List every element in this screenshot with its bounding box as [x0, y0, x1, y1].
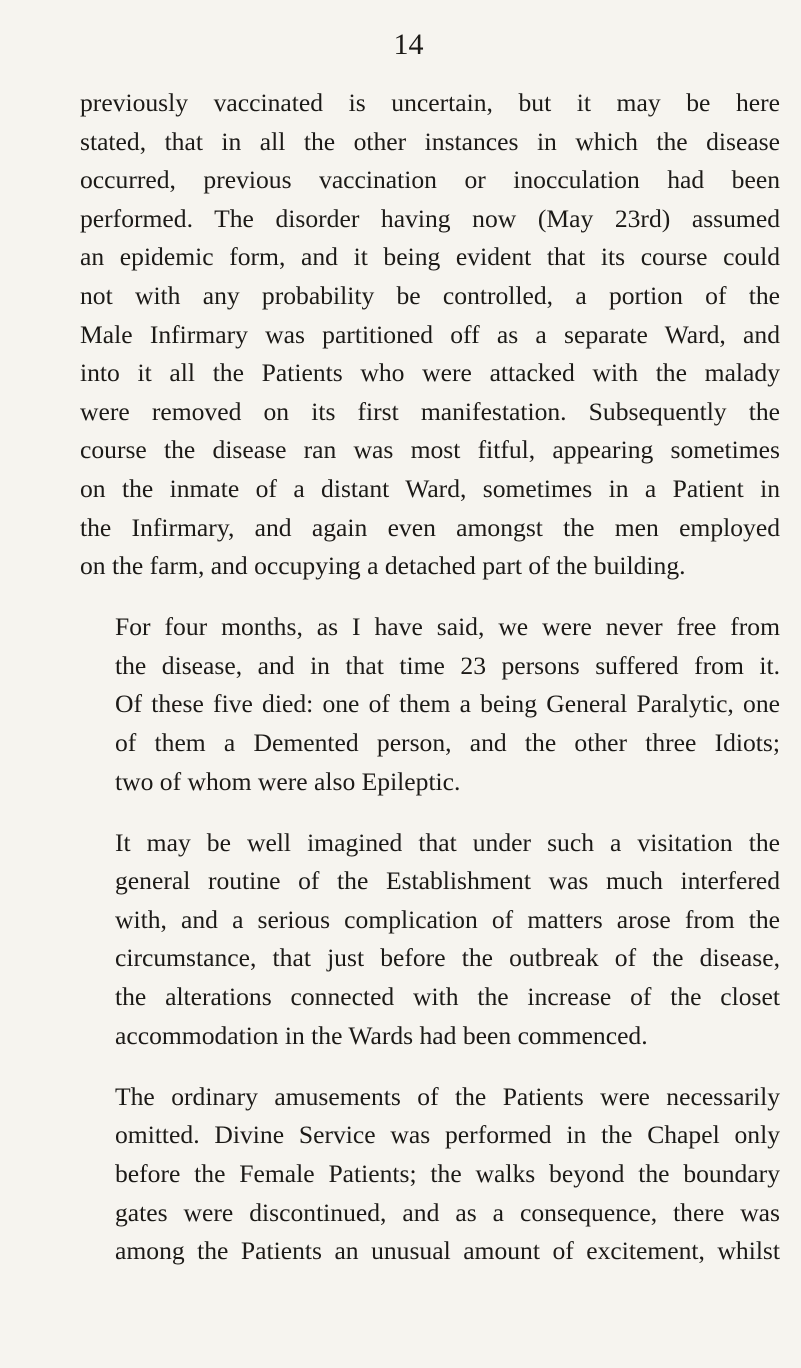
text-line: stated, that in all the other instances in which the disease [80, 126, 780, 156]
text-line: For four months, as I have said, we were never free from [115, 612, 780, 642]
paragraph-2 [80, 608, 780, 801]
text-line: on the inmate of a distant Ward, sometimes in a Patient in [80, 473, 780, 503]
text-line: an epidemic form, and it being evident that its course could [80, 242, 780, 272]
page-number: 14 [393, 28, 424, 61]
text-line: the alterations connected with the increase of the closet [115, 982, 780, 1012]
text-line: Male Infirmary was partitioned off as a separate Ward, and [80, 319, 780, 349]
text-line: Of these five died: one of them a being General Paralytic, one [115, 689, 780, 719]
text-line: the Infirmary, and again even amongst the men employed [80, 512, 780, 542]
text-line: before the Female Patients; the walks beyond the boundary [115, 1158, 780, 1188]
text-line: occurred, previous vaccination or inocculation had been [80, 165, 780, 195]
text-line: were removed on its first manifestation. Subsequently the [80, 396, 780, 426]
text-line: two of whom were also Epileptic. [115, 766, 461, 796]
text-line: accommodation in the Wards had been commenced. [115, 1020, 648, 1050]
text-line: omitted. Divine Service was performed in the Chapel only [115, 1120, 780, 1150]
paragraph-4 [80, 1078, 780, 1271]
body-text [80, 84, 780, 1271]
text-line: of them a Demented person, and the other three Idiots; [115, 728, 780, 757]
paragraph-3 [80, 824, 780, 1056]
text-line: previously vaccinated is uncertain, but it may be here [80, 88, 780, 117]
text-line: general routine of the Establishment was much interfered [115, 866, 780, 896]
text-line: on the farm, and occupying a detached part of the building. [80, 551, 686, 581]
paragraph-1 [80, 84, 780, 586]
text-line: performed. The disorder having now (May 23rd) assumed [80, 203, 780, 233]
text-line: not with any probability be controlled, a portion of the [80, 280, 780, 310]
text-line: with, and a serious complication of matters arose from the [115, 904, 780, 934]
text-line: The ordinary amusements of the Patients were necessarily [115, 1081, 780, 1111]
text-line: among the Patients an unusual amount of excitement, whilst [115, 1236, 780, 1266]
text-line: It may be well imagined that under such a visitation the [115, 827, 780, 857]
text-line: course the disease ran was most fitful, appearing sometimes [80, 435, 780, 465]
text-line: into it all the Patients who were attacked with the malady [80, 358, 780, 388]
text-line: circumstance, that just before the outbreak of the disease, [115, 943, 780, 973]
text-line: gates were discontinued, and as a consequence, there was [115, 1197, 780, 1227]
text-line: the disease, and in that time 23 persons suffered from it. [115, 650, 780, 680]
